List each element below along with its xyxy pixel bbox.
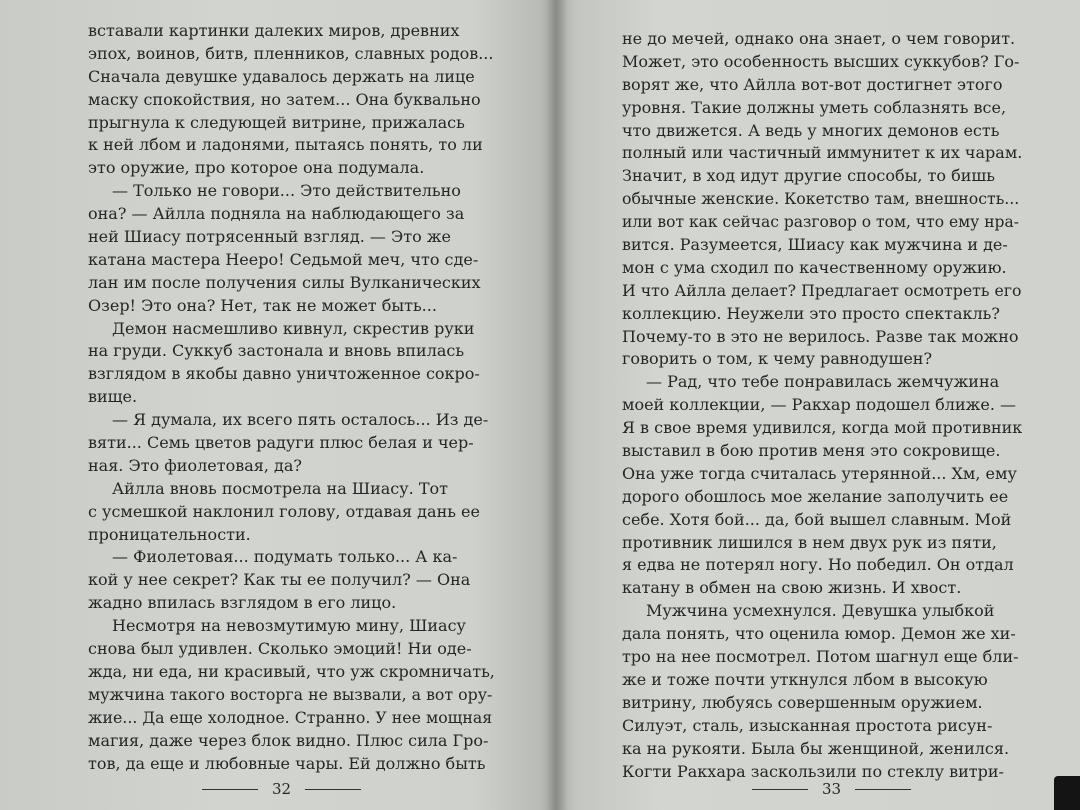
text-line: Я в свое время удивился, когда мой противник xyxy=(622,418,1023,438)
footer-rule xyxy=(202,789,258,790)
text-line: Мужчина усмехнулся. Девушка улыбкой xyxy=(646,601,995,621)
text-line: тов, да еще и любовные чары. Ей должно быть xyxy=(88,753,486,773)
text-line: не до мечей, однако она знает, о чем говорит. xyxy=(622,29,1016,48)
text-line: вится. Разумеется, Шиасу как мужчина и де- xyxy=(622,235,1008,255)
text-line: Почему-то в это не верилось. Разве так можно xyxy=(622,326,1019,346)
text-line: говорить о том, к чему равнодушен? xyxy=(622,349,933,369)
text-line: проницательности. xyxy=(88,524,251,544)
text-line: моей коллекции, — Ракхар подошел ближе. — xyxy=(622,395,1016,415)
footer-rule xyxy=(855,789,911,790)
text-line: Демон насмешливо кивнул, скрестив руки xyxy=(112,318,475,338)
right-page-text xyxy=(622,28,1022,783)
text-line: — Рад, что тебе понравилась жемчужина xyxy=(646,372,1000,392)
text-line: коллекцию. Неужели это просто спектакль? xyxy=(622,303,1000,323)
text-line: вище. xyxy=(88,387,138,407)
text-line: Может, это особенность высших суккубов? Го- xyxy=(622,51,1020,71)
page-number-left: 32 xyxy=(272,780,292,798)
left-page-text xyxy=(88,20,498,775)
footer-rule xyxy=(752,789,808,790)
text-line: Когти Ракхара заскользили по стеклу витри- xyxy=(622,761,1004,781)
text-line: эпох, воинов, битв, пленников, славных родов... xyxy=(88,43,494,63)
text-line: на груди. Суккуб застонала и вновь впилась xyxy=(88,341,465,361)
text-line: с усмешкой наклонил голову, отдавая дань ее xyxy=(88,501,480,521)
text-line: Несмотря на невозмутимую мину, Шиасу xyxy=(112,616,466,636)
right-page-footer xyxy=(752,780,911,798)
text-line: — Фиолетовая... подумать только... А ка- xyxy=(112,547,458,567)
text-line: мон с ума сходил по качественному оружию. xyxy=(622,257,1007,277)
text-line: Значит, в ход идут другие способы, то бишь xyxy=(622,166,995,186)
text-line: к ней лбом и ладонями, пытаясь понять, то ли xyxy=(88,135,483,155)
right-page xyxy=(556,0,1080,810)
text-line: или вот как сейчас разговор о том, что ему нра- xyxy=(622,213,1019,232)
text-line: противник лишился в нем двух рук из пяти, xyxy=(622,532,997,552)
text-line: я едва не потерял ногу. Но победил. Он отдал xyxy=(622,555,1014,575)
text-line: себе. Хотя бой... да, бой вышел славным. Мой xyxy=(622,509,1012,529)
text-line: что движется. А ведь у многих демонов есть xyxy=(622,120,1000,140)
text-line: жие... Да еще холодное. Странно. У нее мощная xyxy=(88,707,493,727)
text-line: тро на нее посмотрел. Потом шагнул еще бли- xyxy=(622,647,1019,667)
footer-rule xyxy=(305,789,361,790)
text-line: жда, ни еда, ни красивый, что уж скромничать, xyxy=(88,661,495,681)
text-line: жадно впилась взглядом в его лицо. xyxy=(88,593,397,613)
text-line: она? — Айлла подняла на наблюдающего за xyxy=(88,204,465,224)
text-line: ная. Это фиолетовая, да? xyxy=(88,455,302,475)
text-line: же и тоже почти уткнулся лбом в высокую xyxy=(622,669,988,689)
text-line: магия, даже через блок видно. Плюс сила Гро- xyxy=(88,730,489,750)
text-line: уровня. Такие должны уметь соблазнять все, xyxy=(622,97,1007,117)
text-line: Айлла вновь посмотрела на Шиасу. Тот xyxy=(112,478,448,498)
text-line: витрину, любуясь совершенным оружием. xyxy=(622,692,983,712)
text-line: Сначала девушке удавалось держать на лице xyxy=(88,66,475,86)
text-line: ней Шиасу потрясенный взгляд. — Это же xyxy=(88,227,452,247)
text-line: мужчина такого восторга не вызвали, а вот ору- xyxy=(88,684,493,704)
text-line: выставил в бою против меня это сокровище. xyxy=(622,441,1001,461)
book-gutter xyxy=(546,0,568,810)
text-line: ка на рукояти. Была бы женщиной, женился. xyxy=(622,738,1010,758)
text-line: ворят же, что Айлла вот-вот достигнет этого xyxy=(622,74,1003,94)
text-line: прыгнула к следующей витрине, прижалась xyxy=(88,112,465,132)
left-page-footer xyxy=(202,780,361,798)
text-line: снова был удивлен. Сколько эмоций! Ни оде- xyxy=(88,639,472,659)
text-line: вяти... Семь цветов радуги плюс белая и чер- xyxy=(88,433,474,453)
text-line: катана мастера Нееро! Седьмой меч, что сде- xyxy=(88,249,479,269)
text-line: Озер! Это она? Нет, так не может быть... xyxy=(88,295,437,315)
text-line: взглядом в якобы давно уничтоженное сокро- xyxy=(88,364,480,384)
text-line: дала понять, что оценила юмор. Демон же хи- xyxy=(622,624,1016,644)
text-line: лан им после получения силы Вулканических xyxy=(88,272,481,292)
text-line: обычные женские. Кокетство там, внешность... xyxy=(622,189,1020,209)
text-line: вставали картинки далеких миров, древних xyxy=(88,21,460,40)
text-line: — Я думала, их всего пять осталось... Из де- xyxy=(112,410,489,430)
text-line: кой у нее секрет? Как ты ее получил? — Она xyxy=(88,570,471,590)
page-number-right: 33 xyxy=(822,780,842,798)
text-line: — Только не говори... Это действительно xyxy=(112,181,461,201)
text-line: Силуэт, сталь, изысканная простота рисун- xyxy=(622,715,993,735)
text-line: полный или частичный иммунитет к их чарам. xyxy=(622,143,1023,163)
text-line: дорого обошлось мое желание заполучить ее xyxy=(622,486,1009,506)
text-line: маску спокойствия, но затем... Она буквально xyxy=(88,89,481,109)
text-line: И что Айлла делает? Предлагает осмотреть его xyxy=(622,280,1022,300)
text-line: Она уже тогда считалась утерянной... Хм, ему xyxy=(622,463,1017,483)
text-line: катану в обмен на свою жизнь. И хвост. xyxy=(622,578,962,598)
book-clip xyxy=(1054,776,1080,810)
text-line: это оружие, про которое она подумала. xyxy=(88,158,425,178)
